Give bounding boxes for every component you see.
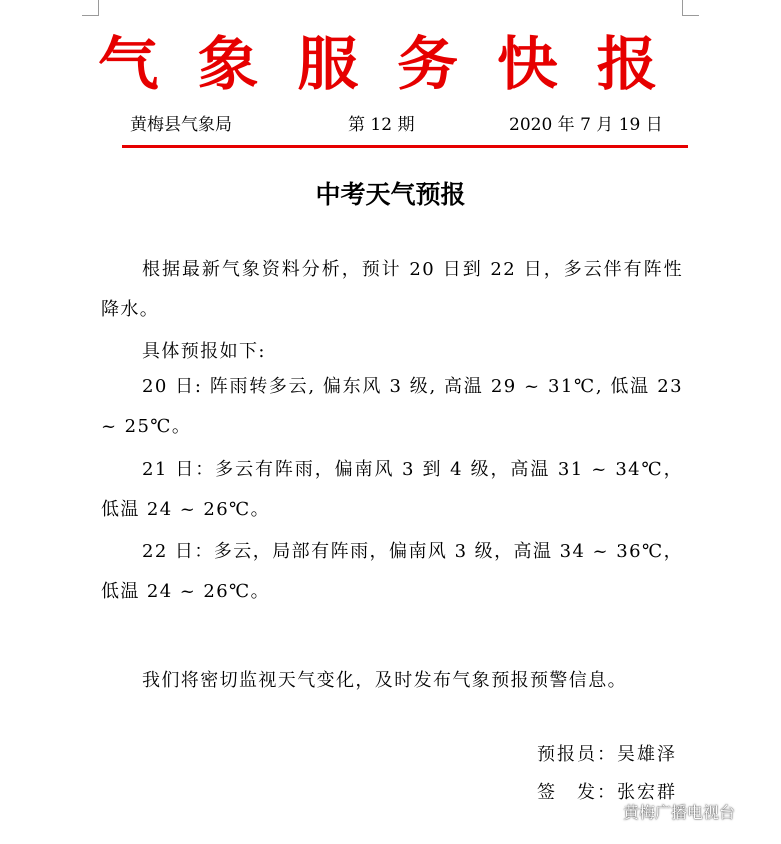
crop-mark-top-left-horizontal — [82, 15, 99, 16]
issuing-bureau: 黄梅县气象局 — [130, 115, 232, 135]
forecaster-signature: 预报员：吴雄泽 — [537, 744, 677, 765]
crop-mark-top-right-vertical — [682, 0, 683, 15]
monitoring-notice-paragraph: 我们将密切监视天气变化，及时发布气象预报预警信息。 — [142, 670, 627, 691]
channel-watermark — [595, 799, 735, 823]
forecast-day-21: 21 日：多云有阵雨，偏南风 3 到 4 级，高温 31 ~ 34℃，低温 24 ~ 26℃。 — [101, 459, 683, 520]
wechat-icon — [595, 802, 617, 820]
crop-mark-top-left-vertical — [98, 0, 99, 15]
issue-date: 2020 年 7 月 19 日 — [509, 115, 663, 135]
forecast-intro-line: 具体预报如下: — [142, 341, 266, 362]
document-title: 中考天气预报 — [315, 180, 466, 209]
issuer-signature: 签 发：张宏群 — [537, 782, 677, 803]
forecast-day-20: 20 日: 阵雨转多云, 偏东风 3 级, 高温 29 ~ 31℃, 低温 23 ~ 25℃。 — [101, 376, 683, 437]
forecast-summary-paragraph: 根据最新气象资料分析，预计 20 日到 22 日，多云伴有阵性降水。 — [101, 259, 683, 320]
crop-mark-top-right-horizontal — [682, 15, 699, 16]
forecast-day-22: 22 日：多云，局部有阵雨，偏南风 3 级，高温 34 ~ 36℃，低温 24 ~ 26℃。 — [101, 541, 683, 602]
watermark-text: 黄梅广播电视台 — [623, 802, 736, 822]
issue-number: 第 12 期 — [348, 115, 415, 135]
red-divider-line — [122, 145, 688, 148]
masthead-title: 气象服务快报 — [97, 30, 697, 98]
